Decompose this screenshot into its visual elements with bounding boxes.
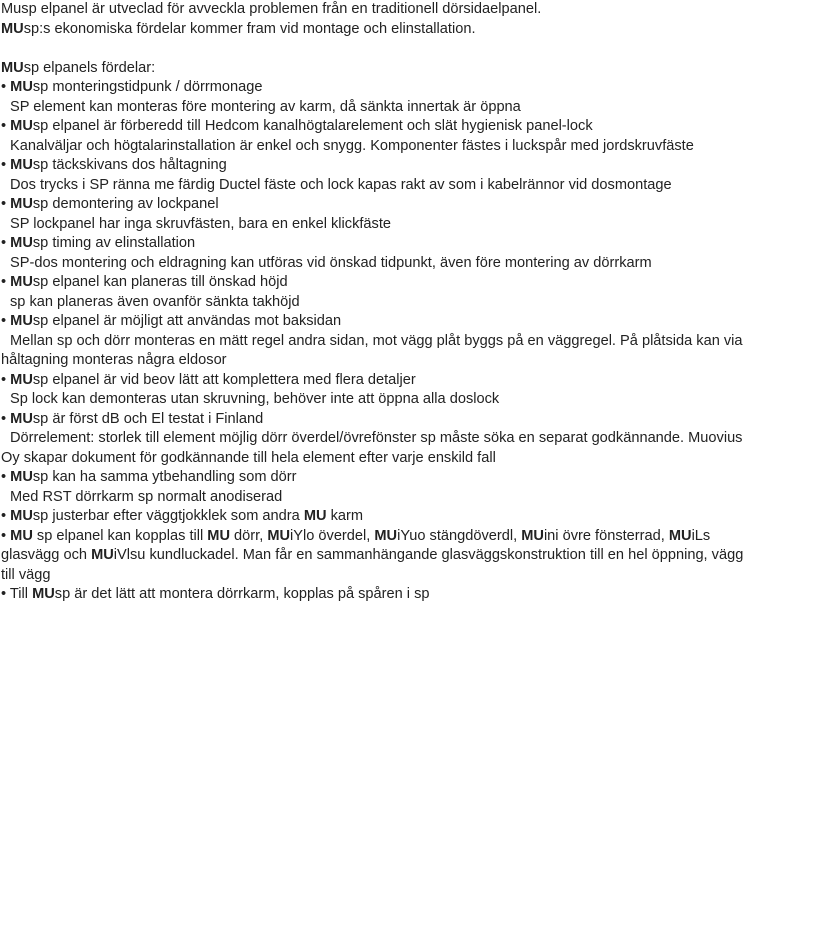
list-item-title [1,78,826,98]
brand-mark: MU [10,371,33,388]
brand-mark: MU [10,196,33,212]
item-title: karm [326,508,363,524]
item-title: sp elpanel är möjligt att användas mot baksidan [32,313,342,329]
bullet-icon: • [1,527,7,544]
list-item-title [1,527,826,547]
item-title: sp monteringstidpunk / dörrmonage [32,79,263,95]
heading-text: sp elpanels fördelar: [23,59,156,76]
list-item-body: SP-dos montering och eldragning kan utföras vid önskad tidpunkt, även före montering av dörrkarm [10,254,652,271]
list-item-body-continued: håltagning monteras några eldosor [1,352,227,368]
item-title: sp demontering av lockpanel [32,196,219,212]
list-item-body: Sp lock kan demonteras utan skruvning, behöver inte att öppna alla doslock [10,391,500,407]
list-item-title [1,371,826,391]
bullet-icon: • [1,371,7,388]
item-title: sp elpanel är förberedd till Hedcom kanalhögtalarelement och slät hygienisk panel-lock [32,118,593,134]
bullet-icon: • [1,586,7,602]
intro-line-2 [1,20,826,40]
bullet-icon: • [1,274,7,290]
brand-mark: MU [10,118,33,134]
brand-mark: MU [207,527,230,544]
spacer [1,39,826,59]
list-item-body: SP lockpanel har inga skruvfästen, bara en enkel klickfäste [10,215,392,232]
bullet-icon: • [1,79,7,95]
item-title: sp täckskivans dos håltagning [32,157,227,173]
brand-mark: MU [91,547,114,563]
brand-mark: MU [10,508,33,524]
list-item-title [1,156,826,176]
list-item-title [1,195,826,215]
brand-mark: MU [10,469,33,485]
item-title: sp justerbar efter väggtjokklek som andra [32,508,304,524]
item-title: sp kan ha samma ytbehandling som dörr [32,469,297,485]
brand-mark: MU [10,410,33,427]
item-title: iVlsu kundluckadel. Man får en sammanhängande glasväggskonstruktion till en hel öppning, vägg [113,547,744,563]
list-item-title [1,410,826,430]
bullet-icon: • [1,196,7,212]
list-item-body: Mellan sp och dörr monteras en mätt regel andra sidan, mot vägg plåt byggs på en väggregel. På plåtsida kan via [10,332,743,349]
brand-mark: MU [10,313,33,329]
item-title: sp elpanel kan planeras till önskad höjd [32,274,288,290]
list-item-body: Kanalväljar och högtalarinstallation är enkel och snygg. Komponenter fästes i luckspår med jordskruvfäste [10,137,694,154]
item-title: sp är först dB och El testat i Finland [32,410,264,427]
item-title: iYuo stängdöverdl, [397,527,522,544]
brand-mark: MU [10,235,33,251]
list-item-title [1,117,826,137]
list-item-title [1,507,826,527]
item-title: sp timing av elinstallation [32,235,196,251]
brand-mark: MU [10,79,33,95]
list-item-body: Dos trycks i SP ränna me färdig Ductel fäste och lock kapas rakt av som i kabelrännor vid dosmontage [10,176,672,193]
brand-mark: MU [1,20,24,37]
intro-line-1 [1,0,826,20]
item-title: dörr, [230,527,268,544]
list-item-title-continued: till vägg [1,566,51,583]
list-item-body-continued: Oy skapar dokument för godkännande till hela element efter varje enskild fall [1,449,496,466]
item-title: iYlo överdel, [290,527,375,544]
bullet-icon: • [1,508,7,524]
brand-mark: MU [374,527,398,544]
bullet-icon: • [1,235,7,251]
list-item-title [1,585,826,605]
list-item-title [1,234,826,254]
list-item-body: sp kan planeras även ovanför sänkta takhöjd [10,293,300,310]
item-title: Till [6,586,33,602]
list-item-title-continued [1,546,826,566]
bullet-icon: • [1,469,7,485]
list-item-body: SP element kan monteras före montering av karm, då sänkta innertak är öppna [10,98,521,115]
item-title: sp elpanel är vid beov lätt att komplettera med flera detaljer [32,371,416,388]
bullet-icon: • [1,410,7,427]
list-item-title [1,273,826,293]
brand-mark: MU [10,274,33,290]
bullet-icon: • [1,313,7,329]
list-item-body: Med RST dörrkarm sp normalt anodiserad [10,488,283,505]
brand-mark: MU [32,586,55,602]
list-item-title [1,312,826,332]
intro-text: sp:s ekonomiska fördelar kommer fram vid montage och elinstallation. [23,20,476,37]
item-title: iLs [691,527,711,544]
brand-mark: MU [10,527,33,544]
brand-mark: MU [267,527,291,544]
brand-mark: MU [521,527,544,544]
item-title: ini övre fönsterrad, [543,527,669,544]
bullet-icon: • [1,118,7,134]
brand-mark: MU [10,157,33,173]
item-title: sp är det lätt att montera dörrkarm, kopplas på spåren i sp [54,586,430,602]
list-item-title [1,468,826,488]
intro-text: Musp elpanel är utveclad för avveckla problemen från en traditionell dörsidaelpanel. [1,1,542,17]
item-title: glasvägg och [1,547,92,563]
list-item-body: Dörrelement: storlek till element möjlig dörr överdel/övrefönster sp måste söka en separat godkännande. Muovius [10,430,743,446]
bullet-icon: • [1,157,7,173]
section-heading [1,59,826,79]
brand-mark: MU [303,508,327,524]
item-title: sp elpanel kan kopplas till [32,527,208,544]
brand-mark: MU [1,59,24,76]
brand-mark: MU [668,527,692,544]
